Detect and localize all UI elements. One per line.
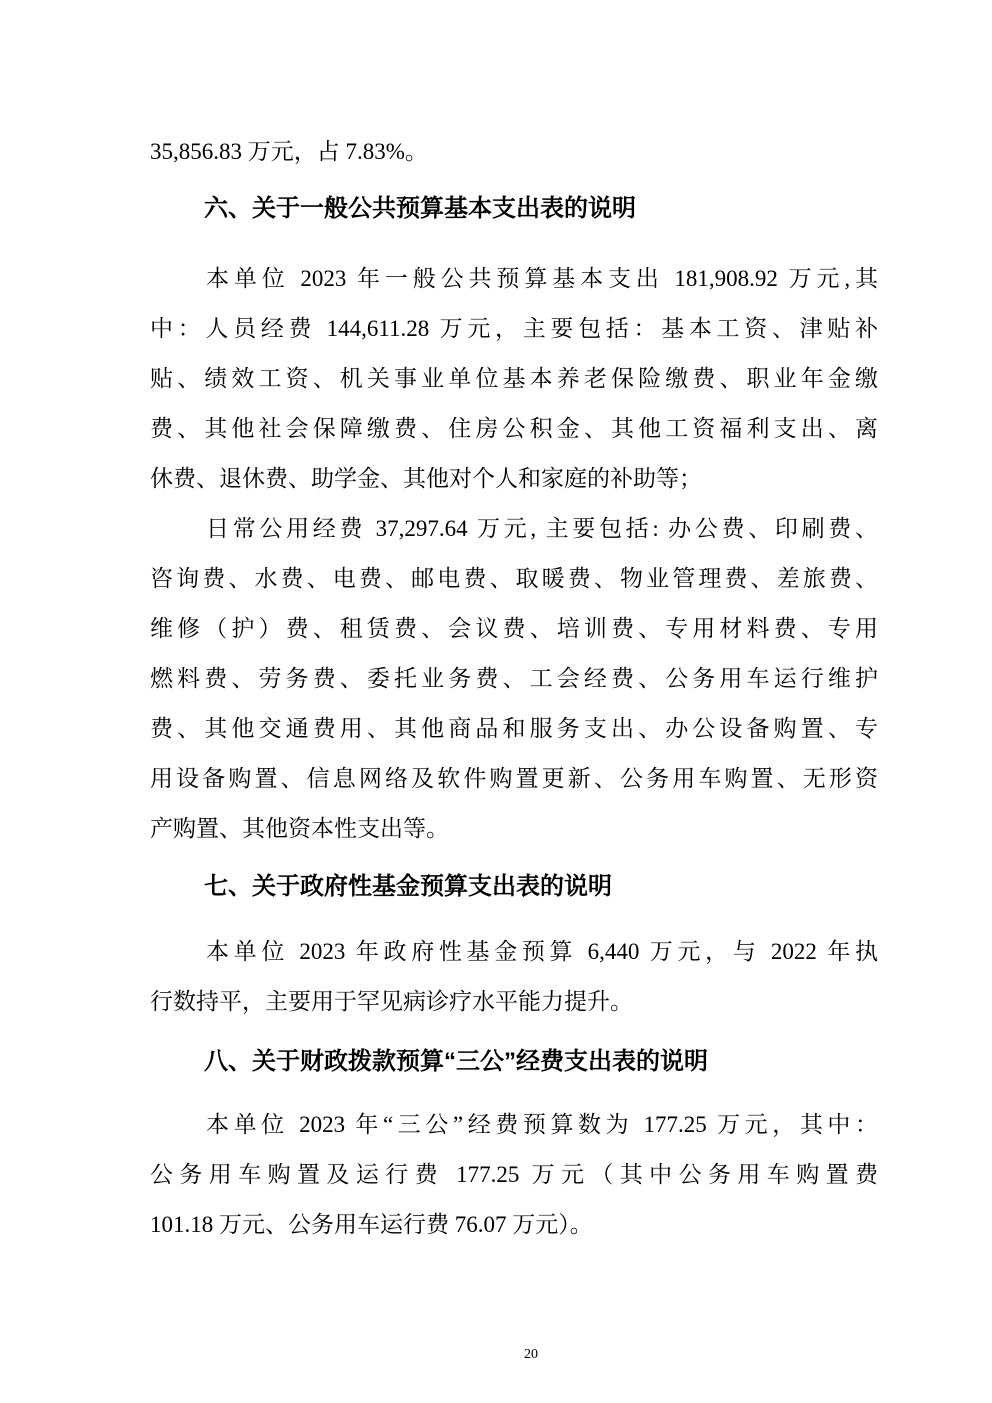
paragraph-line: 维修（护）费、租赁费、会议费、培训费、专用材料费、专用 (150, 616, 878, 641)
paragraph-line: 费、其他社会保障缴费、住房公积金、其他工资福利支出、离 (150, 416, 878, 441)
paragraph-line: 咨询费、水费、电费、邮电费、取暖费、物业管理费、差旅费、 (150, 566, 878, 591)
paragraph-line: 行数持平，主要用于罕见病诊疗水平能力提升。 (150, 989, 633, 1014)
paragraph-line: 本单位 2023 年政府性基金预算 6,440 万元，与 2022 年执 (206, 939, 878, 964)
paragraph-line: 贴、绩效工资、机关事业单位基本养老保险缴费、职业年金缴 (150, 366, 878, 391)
paragraph-line: 日常公用经费 37,297.64 万元, 主要包括: 办公费、印刷费、 (206, 516, 878, 541)
paragraph-line: 产购置、其他资本性支出等。 (150, 816, 449, 841)
paragraph-line: 费、其他交通费用、其他商品和服务支出、办公设备购置、专 (150, 716, 878, 741)
paragraph-line: 公务用车购置及运行费 177.25 万元（其中公务用车购置费 (150, 1162, 878, 1187)
paragraph-line: 中：人员经费 144,611.28 万元，主要包括：基本工资、津贴补 (150, 316, 878, 341)
paragraph-line: 35,856.83 万元，占 7.83%。 (150, 139, 428, 164)
paragraph-line: 本单位 2023 年一般公共预算基本支出 181,908.92 万元,其 (206, 266, 878, 291)
paragraph (150, 1100, 878, 1250)
paragraph-line: 本单位 2023 年“三公”经费预算数为 177.25 万元，其中： (206, 1112, 878, 1137)
section-heading-6: 六、关于一般公共预算基本支出表的说明 (204, 195, 636, 222)
paragraph-line: 用设备购置、信息网络及软件购置更新、公务用车购置、无形资 (150, 766, 878, 791)
page-content (150, 0, 878, 1250)
paragraph (150, 504, 878, 854)
paragraph (150, 254, 878, 504)
paragraph (150, 927, 878, 1027)
section-heading-7: 七、关于政府性基金预算支出表的说明 (204, 873, 612, 900)
paragraph-line: 101.18 万元、公务用车运行费 76.07 万元）。 (150, 1212, 593, 1237)
page-number: 20 (524, 1347, 538, 1362)
section-heading-8: 八、关于财政拨款预算“三公”经费支出表的说明 (204, 1048, 708, 1075)
paragraph-line: 燃料费、劳务费、委托业务费、工会经费、公务用车运行维护 (150, 666, 878, 691)
paragraph-line: 休费、退休费、助学金、其他对个人和家庭的补助等； (150, 466, 702, 491)
